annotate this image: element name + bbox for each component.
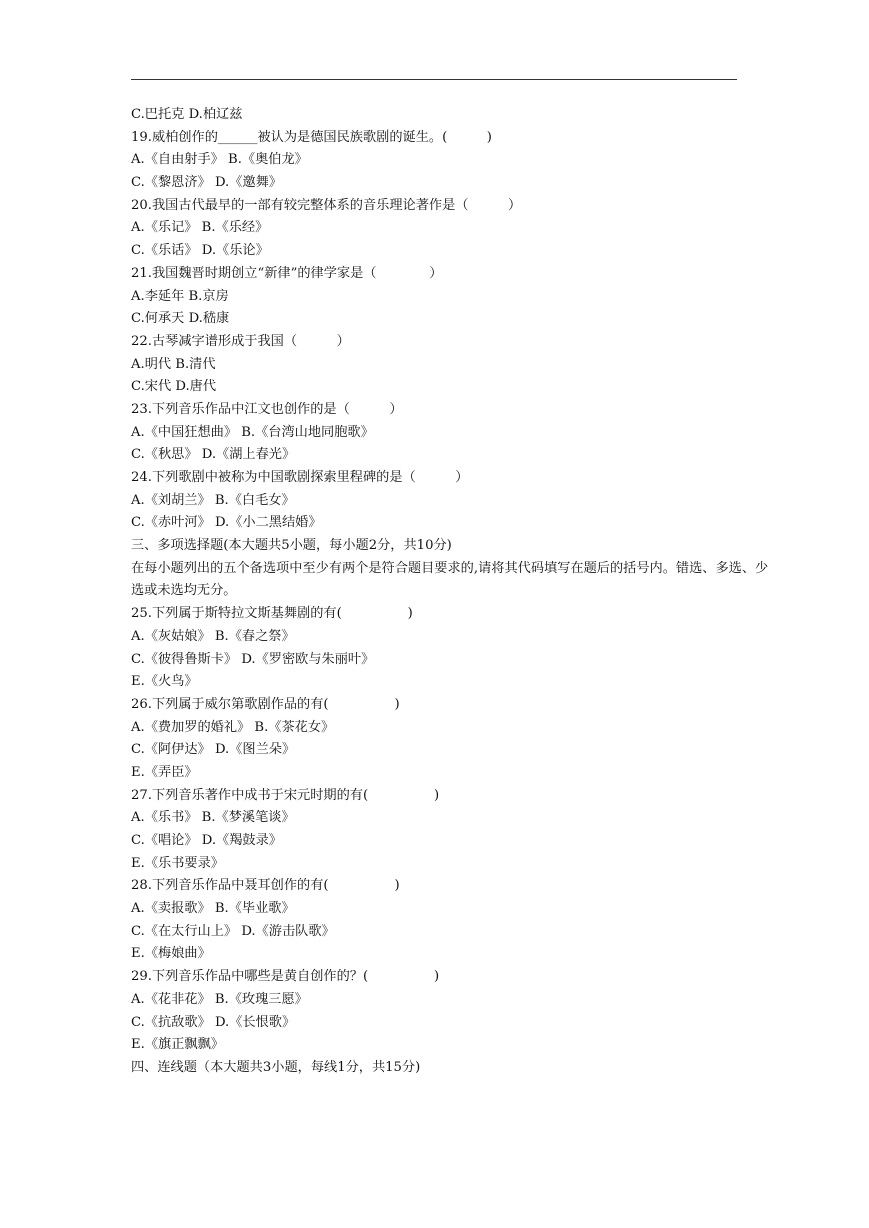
option-line: A.《卖报歌》 B.《毕业歌》 xyxy=(131,901,295,917)
option-line: A.李延年 B.京房 xyxy=(131,288,229,304)
question-25: 25.下列属于斯特拉文斯基舞剧的有( ) xyxy=(131,606,413,622)
option-line: E.《弄臣》 xyxy=(131,764,198,780)
question-22: 22.古琴减字谱形成于我国（ ） xyxy=(131,333,350,349)
question-26: 26.下列属于威尔第歌剧作品的有( ) xyxy=(131,696,400,712)
option-line: A.《自由射手》 B.《奥伯龙》 xyxy=(131,152,308,168)
option-line: C.《黎恩济》 D.《邀舞》 xyxy=(131,175,282,191)
option-line: C.《唱论》 D.《羯鼓录》 xyxy=(131,833,282,848)
option-line: C.《在太行山上》 D.《游击队歌》 xyxy=(131,923,335,939)
option-line: C.《彼得鲁斯卡》 D.《罗密欧与朱丽叶》 xyxy=(131,651,375,667)
option-line: C.何承天 D.嵇康 xyxy=(131,311,230,327)
option-line: C.《秋思》 D.《湖上春光》 xyxy=(131,447,296,463)
option-line: C.宋代 D.唐代 xyxy=(131,379,217,395)
question-20: 20.我国古代最早的一部有较完整体系的音乐理论著作是（ ） xyxy=(131,197,522,213)
option-line: A.《乐记》 B.《乐经》 xyxy=(131,220,269,236)
question-21: 21.我国魏晋时期创立“新律”的律学家是（ ） xyxy=(131,265,443,281)
option-line: E.《乐书要录》 xyxy=(131,855,224,871)
question-28: 28.下列音乐作品中聂耳创作的有( ) xyxy=(131,878,400,894)
option-line: A.《灰姑娘》 B.《春之祭》 xyxy=(131,628,295,644)
option-line: E.《梅娘曲》 xyxy=(131,946,211,962)
section-heading: 三、多项选择题(本大题共5小题，每小题2分，共10分) xyxy=(131,538,452,554)
option-line: C.《乐话》 D.《乐论》 xyxy=(131,243,269,259)
header-rule xyxy=(131,79,737,80)
option-line: A.《费加罗的婚礼》 B.《茶花女》 xyxy=(131,719,335,735)
question-19: 19.威柏创作的______被认为是德国民族歌剧的诞生。( ) xyxy=(131,129,492,145)
option-line: C.《抗敌歌》 D.《长恨歌》 xyxy=(131,1014,296,1030)
question-24: 24.下列歌剧中被称为中国歌剧探索里程碑的是（ ） xyxy=(131,470,469,485)
option-line: A.《花非花》 B.《玫瑰三愿》 xyxy=(131,991,308,1007)
option-line: A.《乐书》 B.《梦溪笔谈》 xyxy=(131,810,295,826)
option-line: C.《赤叶河》 D.《小二黑结婚》 xyxy=(131,515,322,531)
option-line: A.明代 B.清代 xyxy=(131,356,216,372)
option-line: A.《刘胡兰》 B.《白毛女》 xyxy=(131,492,295,508)
section-instructions: 在每小题列出的五个备选项中至少有两个是符合题目要求的,请将其代码填写在题后的括号内。错选、多选、少 xyxy=(131,560,769,576)
section-heading: 四、连线题（本大题共3小题，每线1分，共15分) xyxy=(131,1059,421,1075)
option-line: C.《阿伊达》 D.《图兰朵》 xyxy=(131,742,296,758)
option-line: A.《中国狂想曲》 B.《台湾山地同胞歌》 xyxy=(131,424,374,440)
question-23: 23.下列音乐作品中江文也创作的是（ ） xyxy=(131,401,403,417)
text-line: C.巴托克 D.柏辽兹 xyxy=(131,107,243,122)
section-instructions-cont: 选或未选均无分。 xyxy=(131,583,237,599)
document-body xyxy=(131,104,769,1080)
question-29: 29.下列音乐作品中哪些是黄自创作的？( ) xyxy=(131,969,440,985)
option-line: E.《旗正飘飘》 xyxy=(131,1037,224,1053)
question-27: 27.下列音乐著作中成书于宋元时期的有( ) xyxy=(131,787,440,803)
option-line: E.《火鸟》 xyxy=(131,674,198,690)
